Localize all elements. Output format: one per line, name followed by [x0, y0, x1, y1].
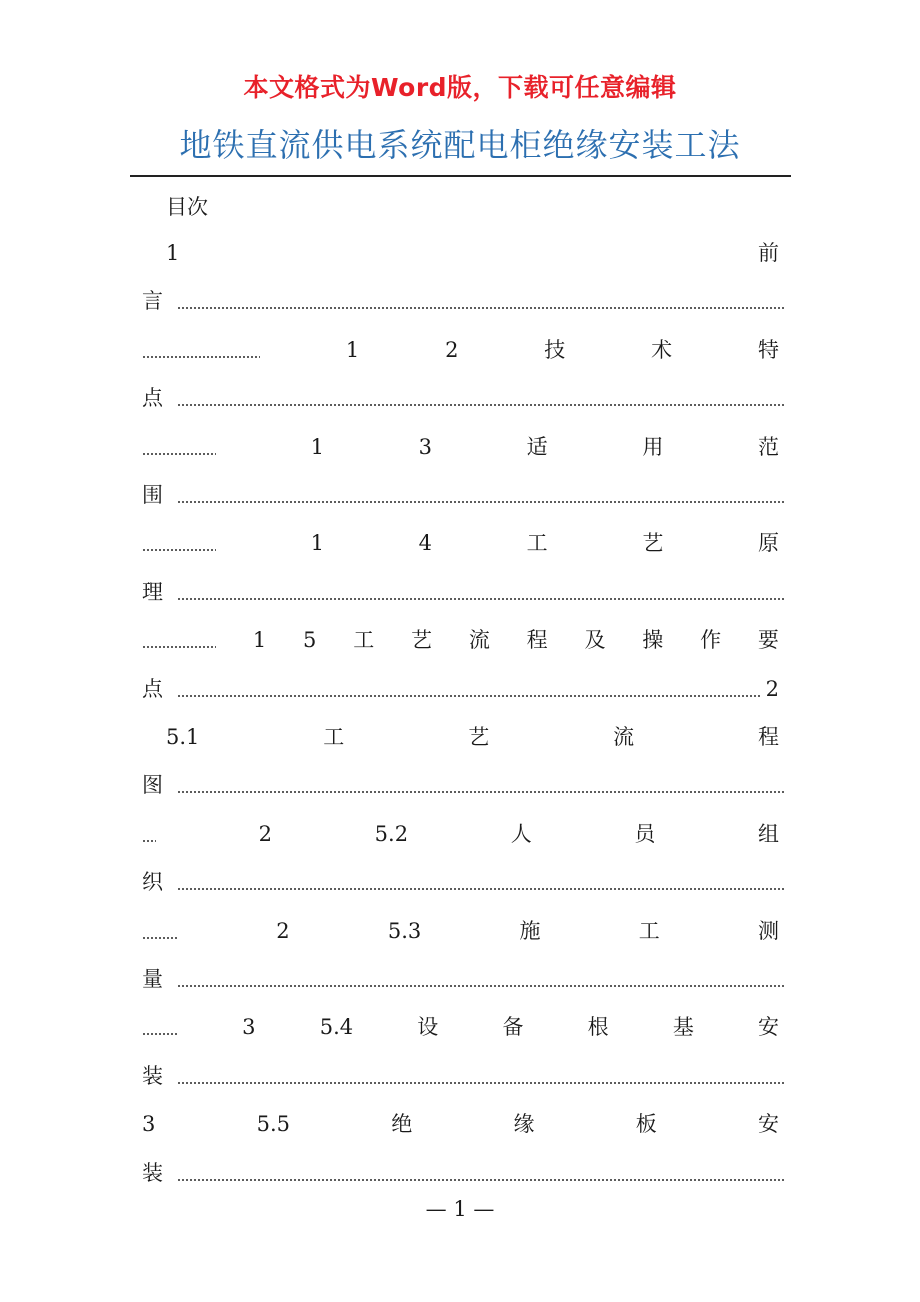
toc-line — [142, 917, 779, 945]
toc-text: 2 — [276, 918, 290, 943]
toc-entry-end: 装 — [142, 1160, 163, 1185]
toc-text: 适 — [526, 434, 548, 459]
toc-text: 1 — [310, 434, 325, 459]
toc-entry-end: 装 — [142, 1063, 163, 1088]
leader-dots — [177, 978, 785, 988]
toc-text: 用 — [642, 434, 664, 459]
toc-heading: 目次 — [166, 195, 208, 219]
toc-text: 员 — [634, 821, 656, 846]
toc-text: 作 — [700, 628, 722, 653]
toc-entry-end: 点 — [142, 676, 163, 701]
leader-dots — [142, 639, 216, 649]
toc-text: 5 — [303, 628, 317, 653]
toc-text: 及 — [584, 628, 606, 653]
toc-text: 5.4 — [319, 1015, 354, 1040]
leader-dots — [142, 446, 216, 456]
leader-dots — [177, 397, 785, 407]
toc-line — [142, 529, 779, 557]
toc-text: 备 — [502, 1015, 524, 1040]
toc-text: 2 — [445, 337, 459, 362]
leader-dots — [177, 300, 785, 310]
toc-entry-end: 图 — [142, 773, 163, 798]
toc-text: 程 — [526, 628, 548, 653]
toc-text: 1 — [310, 531, 325, 556]
toc-entry-end: 围 — [142, 483, 163, 507]
toc-text: 工 — [526, 531, 548, 556]
toc-text: 缘 — [513, 1112, 535, 1137]
toc-line — [142, 771, 779, 799]
toc-text: 3 — [142, 1112, 156, 1137]
toc-text: 流 — [613, 725, 635, 749]
toc-line — [142, 1062, 779, 1090]
toc-text: 3 — [418, 434, 433, 459]
download-banner: 本文格式为Word版，下载可任意编辑 — [243, 73, 677, 102]
toc-text: 5.2 — [374, 821, 409, 846]
toc-line — [142, 481, 779, 509]
leader-dots — [177, 494, 785, 504]
toc-line — [142, 578, 779, 606]
toc-text: 术 — [651, 337, 673, 362]
toc-text: 1 — [252, 628, 267, 653]
toc-text: 板 — [635, 1112, 657, 1137]
toc-text: 工 — [353, 628, 375, 653]
toc-text: 范 — [757, 434, 779, 459]
toc-text: 工 — [323, 725, 345, 749]
toc-text: 技 — [544, 337, 566, 362]
toc-line — [142, 965, 779, 993]
leader-dots — [142, 542, 216, 552]
toc-text: 绝 — [391, 1112, 413, 1137]
toc-line — [142, 239, 779, 267]
toc-text: 2 — [258, 821, 273, 846]
toc-line — [142, 1110, 779, 1138]
toc-text: 前 — [758, 241, 779, 265]
leader-dots — [142, 833, 156, 843]
toc-text: 5.5 — [256, 1112, 291, 1137]
toc-entry-end: 点 — [142, 386, 163, 411]
leader-dots — [177, 688, 760, 698]
toc-line — [142, 384, 779, 412]
toc-text: 安 — [757, 1015, 779, 1040]
title-rule — [130, 175, 791, 177]
toc-text: 操 — [642, 628, 664, 653]
toc-line — [142, 1013, 779, 1041]
document-title: 地铁直流供电系统配电柜绝缘安装工法 — [179, 126, 741, 164]
toc-text: 1 — [345, 337, 360, 362]
leader-dots — [177, 1172, 785, 1182]
toc-text: 3 — [242, 1015, 256, 1040]
toc-line — [142, 868, 779, 896]
toc-text: 特 — [757, 337, 779, 362]
toc-entry-end: 织 — [142, 870, 163, 895]
toc-text: 基 — [672, 1015, 694, 1040]
leader-dots — [177, 1075, 785, 1085]
toc-text: 艺 — [411, 628, 432, 653]
toc-line — [142, 820, 779, 848]
toc-text: 程 — [757, 725, 779, 749]
toc-text: 测 — [757, 918, 779, 943]
toc-text: 工 — [638, 918, 660, 943]
toc-entry-end: 言 — [142, 289, 163, 314]
toc-text: 施 — [519, 918, 541, 943]
page-number: — 1 — — [425, 1197, 495, 1221]
leader-dots — [142, 349, 260, 359]
toc-line — [142, 675, 779, 703]
toc-page-number: 2 — [765, 676, 779, 701]
toc-text: 5.1 — [166, 725, 200, 749]
toc-entry-end: 理 — [142, 579, 163, 604]
toc-text: 组 — [757, 821, 779, 846]
toc-text: 根 — [587, 1015, 609, 1040]
toc-line — [142, 723, 779, 751]
toc-text: 流 — [468, 628, 490, 653]
toc-entry-end: 量 — [142, 967, 163, 991]
toc-text: 艺 — [468, 725, 490, 749]
toc-line — [142, 336, 779, 364]
toc-text: 设 — [417, 1015, 439, 1040]
toc-line — [142, 626, 779, 654]
toc-text: 艺 — [642, 531, 664, 556]
toc-text: 要 — [757, 628, 779, 653]
leader-dots — [142, 1026, 178, 1036]
toc-line — [142, 1159, 779, 1187]
toc-text: 4 — [418, 531, 433, 556]
leader-dots — [177, 881, 785, 891]
toc-text: 人 — [510, 821, 532, 846]
toc-text: 1 — [166, 241, 180, 265]
leader-dots — [177, 784, 785, 794]
toc-line — [142, 287, 779, 315]
toc-text: 5.3 — [387, 918, 422, 943]
toc-text: 原 — [757, 531, 779, 556]
leader-dots — [177, 591, 785, 601]
toc-text: 安 — [757, 1112, 779, 1137]
leader-dots — [142, 930, 178, 940]
toc-line — [142, 433, 779, 461]
